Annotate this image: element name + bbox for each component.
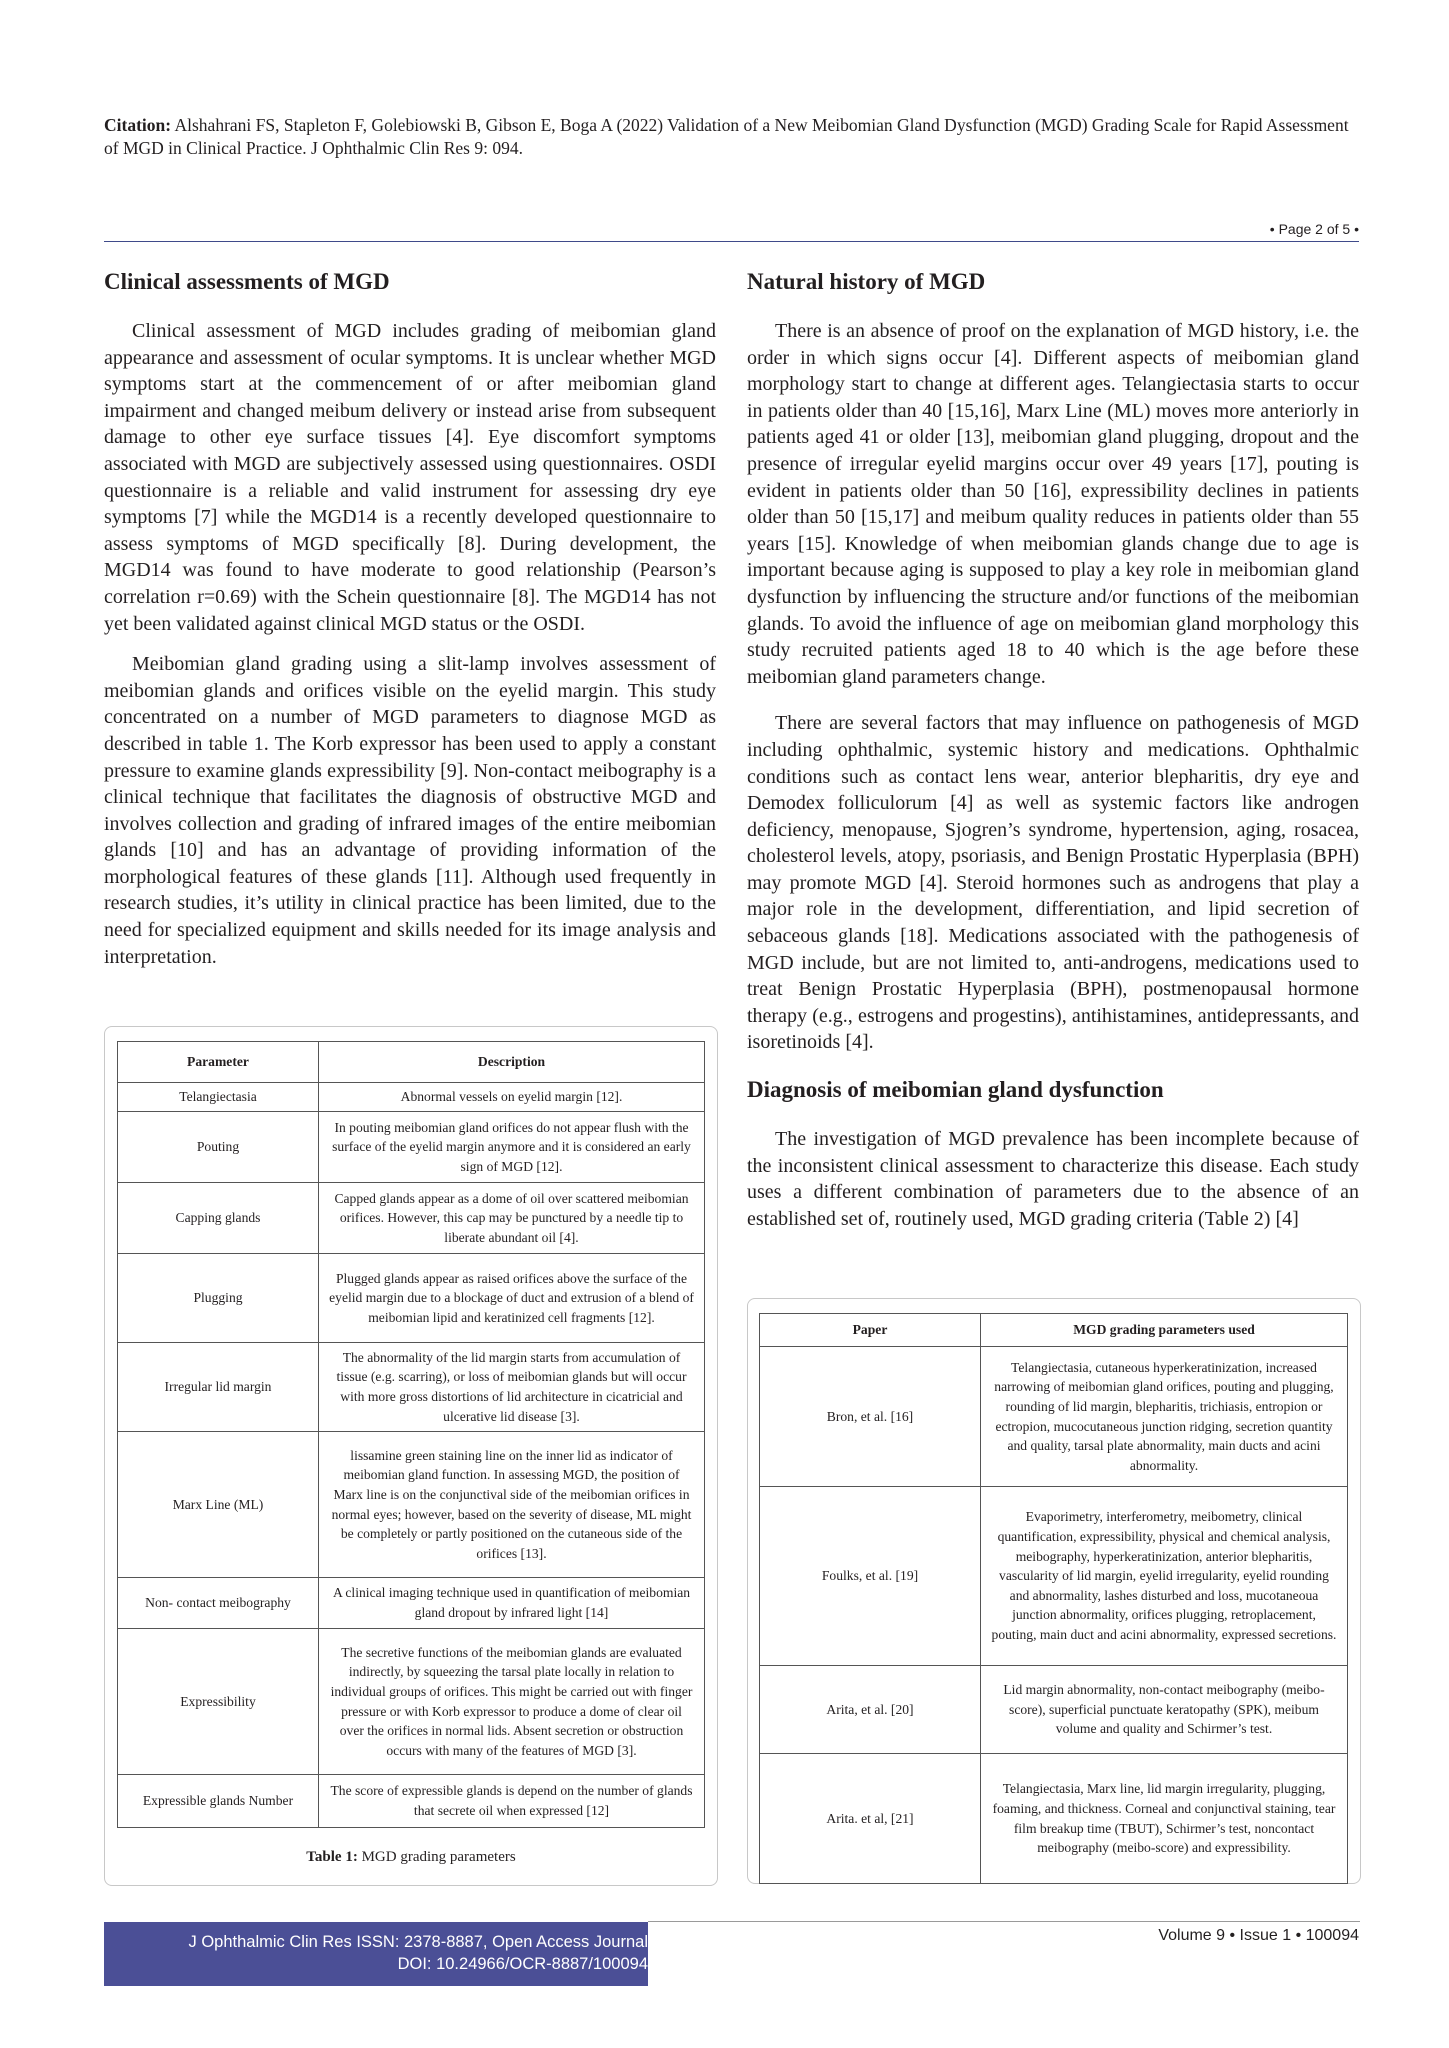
table-cell: Capping glands — [118, 1183, 319, 1254]
table-cell: Expressible glands Number — [118, 1775, 319, 1828]
table-header-cell: Description — [319, 1042, 705, 1083]
footer-journal-text — [128, 1931, 648, 1975]
citation-text: Alshahrani FS, Stapleton F, Golebiowski B, Gibson E, Boga A (2022) Validation of a New Meibomian Gland Dysfunction (MGD) Grading Scale for Rapid Assessment of MGD in Clinical Practice. J Ophthalmic Clin Res 9: 094. — [104, 115, 1349, 158]
table-cell: Expressibility — [118, 1629, 319, 1775]
table-header-cell: Parameter — [118, 1042, 319, 1083]
table-cell: The secretive functions of the meibomian glands are evaluated indirectly, by squeezing the tarsal plate locally in relation to individual groups of orifices. This might be carried out with finger pressure or with Korb expressor to produce a dome of clear oil over the orifices in normal lids. Absent secretion or obstruction occurs with many of the features of MGD [3]. — [319, 1629, 705, 1775]
table-row — [760, 1347, 1348, 1487]
table-row — [118, 1083, 705, 1112]
footer-journal-band — [104, 1922, 648, 1986]
table-row — [118, 1432, 705, 1578]
table-cell: Plugged glands appear as raised orifices above the surface of the eyelid margin due to a blockage of duct and extrusion of a blend of meibomian lipid and keratinized cell fragments [12]. — [319, 1254, 705, 1343]
paragraph: Meibomian gland grading using a slit-lamp involves assessment of meibomian glands and orifices visible on the eyelid margin. This study concentrated on a number of MGD parameters to diagnose MGD as described in table 1. The Korb expressor has been used to apply a constant pressure to examine glands expressibility [9]. Non-contact meibography is a clinical technique that facilitates the diagnosis of obstructive MGD and involves collection and grading of infrared images of the entire meibomian glands [10] and has an advantage of providing information of the morphological features of these glands [11]. Although used frequently in research studies, it’s utility in clinical practice has been limited, due to the need for specialized equipment and skills needed for its image analysis and interpretation. — [104, 653, 716, 968]
paragraph: There are several factors that may influence on pathogenesis of MGD including ophthalmic, systemic history and medications. Ophthalmic conditions such as contact lens wear, anterior blepharitis, dry eye and Demodex folliculorum [4] as well as systemic factors like androgen deficiency, menopause, Sjogren’s syndrome, hypertension, aging, rosacea, cholesterol levels, atopy, psoriasis, and Benign Prostatic Hyperplasia (BPH) may promote MGD [4]. Steroid hormones such as androgens that play a major role in the development, differentiation, and lipid secretion of sebaceous glands [18]. Medications associated with the pathogenesis of MGD include, but are not limited to, anti-androgens, medications used to treat Benign Prostatic Hyperplasia (BPH), postmenopausal hormone therapy (e.g., estrogens and progestins), antihistamines, antidepressants, and isoretinoids [4]. — [747, 712, 1359, 1054]
paragraph: There is an absence of proof on the explanation of MGD history, i.e. the order in which signs occur [4]. Different aspects of meibomian gland morphology start to change at different ages. Telangiectasia starts to occur in patients older than 40 [15,16], Marx Line (ML) moves more anteriorly in patients aged 41 or older [13], meibomian gland plugging, dropout and the presence of irregular eyelid margins occur over 49 years [17], pouting is evident in patients older than 50 [16], expressibility declines in patients older than 50 [15,17] and meibum quality reduces in patients older than 55 years [15]. Knowledge of when meibomian glands change due to age is important because aging is supposed to play a key role in meibomian gland dysfunction by influencing the structure and/or functions of the meibomian glands. To avoid the influence of age on meibomian gland morphology this study recruited patients aged 18 to 40 which is the age before these meibomian gland parameters change. — [747, 320, 1359, 688]
table-cell: Lid margin abnormality, non-contact meibography (meibo-score), superficial punctuate keratopathy (SPK), meibum volume and quality and Schirmer’s test. — [981, 1666, 1348, 1754]
table-row — [118, 1254, 705, 1343]
footer-volume: Volume 9 • Issue 1 • 100094 — [1158, 1927, 1359, 1944]
table-cell: Arita, et al. [20] — [760, 1666, 981, 1754]
table-1 — [117, 1041, 705, 1828]
table-cell: Arita. et al, [21] — [760, 1754, 981, 1884]
table-row — [118, 1775, 705, 1828]
table-cell: The score of expressible glands is depend on the number of glands that secrete oil when expressed [12] — [319, 1775, 705, 1828]
table-row — [760, 1487, 1348, 1666]
citation-label: Citation: — [104, 115, 172, 135]
table-row — [118, 1578, 705, 1629]
right-column — [747, 268, 1359, 1244]
table-row — [760, 1666, 1348, 1754]
left-column — [104, 268, 716, 982]
table-header-row — [118, 1042, 705, 1083]
table-cell: Irregular lid margin — [118, 1343, 319, 1432]
section-heading-diagnosis: Diagnosis of meibomian gland dysfunction — [747, 1077, 1164, 1103]
table-header-row — [760, 1314, 1348, 1347]
table-1-caption — [105, 1849, 717, 1866]
table-cell: In pouting meibomian gland orifices do not appear flush with the surface of the eyelid margin anymore and it is considered an early sign of MGD [12]. — [319, 1112, 705, 1183]
table-2-box — [747, 1298, 1361, 1884]
table-cell: Non- contact meibography — [118, 1578, 319, 1629]
table-cell: Marx Line (ML) — [118, 1432, 319, 1578]
footer-rule — [648, 1921, 1360, 1922]
table-cell: lissamine green staining line on the inner lid as indicator of meibomian gland function. In assessing MGD, the position of Marx line is on the conjunctival side of the meibomian orifices in normal eyes; however, based on the severity of disease, ML might be completely or partly positioned on the cutaneous side of the orifices [13]. — [319, 1432, 705, 1578]
table-cell: Evaporimetry, interferometry, meibometry, clinical quantification, expressibility, physical and chemical analysis, meibography, hyperkeratinization, anterior blepharitis, vascularity of lid margin, eyelid irregularity, eyelid rounding and abnormality, lashes disturbed and loss, mucotaneoua junction abnormality, orifices plugging, retroplacement, pouting, main duct and acini abnormality, expressed secretions. — [981, 1487, 1348, 1666]
table-cell: Bron, et al. [16] — [760, 1347, 981, 1487]
caption-label: Table 1: — [306, 1849, 358, 1865]
paragraph: The investigation of MGD prevalence has been incomplete because of the inconsistent clinical assessment to characterize this disease. Each study uses a different combination of parameters due to the absence of an established set of, routinely used, MGD grading criteria (Table 2) [4] — [747, 1128, 1359, 1230]
table-cell: Telangiectasia, Marx line, lid margin irregularity, plugging, foaming, and thickness. Corneal and conjunctival staining, tear film breakup time (TBUT), Schirmer’s test, noncontact meibography (meibo-score) and expressibility. — [981, 1754, 1348, 1884]
table-row — [118, 1112, 705, 1183]
table-cell: The abnormality of the lid margin starts from accumulation of tissue (e.g. scarring), or loss of meibomian glands but will occur with more gross distortions of lid architecture in cicatricial and ulcerative lid disease [3]. — [319, 1343, 705, 1432]
footer-doi-line: DOI: 10.24966/OCR-8887/100094 — [397, 1955, 648, 1973]
header-rule — [104, 241, 1359, 242]
table-1-box — [104, 1026, 718, 1886]
table-cell: Pouting — [118, 1112, 319, 1183]
table-cell: Plugging — [118, 1254, 319, 1343]
paragraph: Clinical assessment of MGD includes grading of meibomian gland appearance and assessment of ocular symptoms. It is unclear whether MGD symptoms start at the commencement of or after meibomian gland impairment and changed meibum delivery or instead arise from subsequent damage to other eye surface tissues [4]. Eye discomfort symptoms associated with MGD are subjectively assessed using questionnaires. OSDI questionnaire is a reliable and valid instrument for assessing dry eye symptoms [7] while the MGD14 is a recently developed questionnaire to assess symptoms of MGD specifically [8]. During development, the MGD14 was found to have moderate to good relationship (Pearson’s correlation r=0.69) with the Schein questionnaire [8]. The MGD14 has not yet been validated against clinical MGD status or the OSDI. — [104, 320, 716, 635]
section-heading-natural-history: Natural history of MGD — [747, 269, 986, 294]
table-cell: Capped glands appear as a dome of oil over scattered meibomian orifices. However, this cap may be punctured by a needle tip to liberate abundant oil [4]. — [319, 1183, 705, 1254]
table-cell: A clinical imaging technique used in quantification of meibomian gland dropout by infrared light [14] — [319, 1578, 705, 1629]
section-heading-clinical-assessments: Clinical assessments of MGD — [104, 269, 390, 294]
page-indicator: • Page 2 of 5 • — [1269, 221, 1359, 237]
table-2 — [759, 1313, 1348, 1884]
citation — [104, 114, 1359, 160]
table-cell: Abnormal vessels on eyelid margin [12]. — [319, 1083, 705, 1112]
table-row — [118, 1183, 705, 1254]
table-cell: Telangiectasia, cutaneous hyperkeratinization, increased narrowing of meibomian gland orifices, pouting and plugging, rounding of lid margin, blepharitis, trichiasis, entropion or ectropion, mucocutaneous junction ridging, secretion quantity and quality, tarsal plate abnormality, main ducts and acini abnormality. — [981, 1347, 1348, 1487]
table-row — [760, 1754, 1348, 1884]
table-cell: Foulks, et al. [19] — [760, 1487, 981, 1666]
table-cell: Telangiectasia — [118, 1083, 319, 1112]
footer-journal-line: J Ophthalmic Clin Res ISSN: 2378-8887, Open Access Journal — [188, 1933, 648, 1951]
table-row — [118, 1629, 705, 1775]
caption-text: MGD grading parameters — [361, 1849, 516, 1865]
table-header-cell: MGD grading parameters used — [981, 1314, 1348, 1347]
table-header-cell: Paper — [760, 1314, 981, 1347]
table-row — [118, 1343, 705, 1432]
